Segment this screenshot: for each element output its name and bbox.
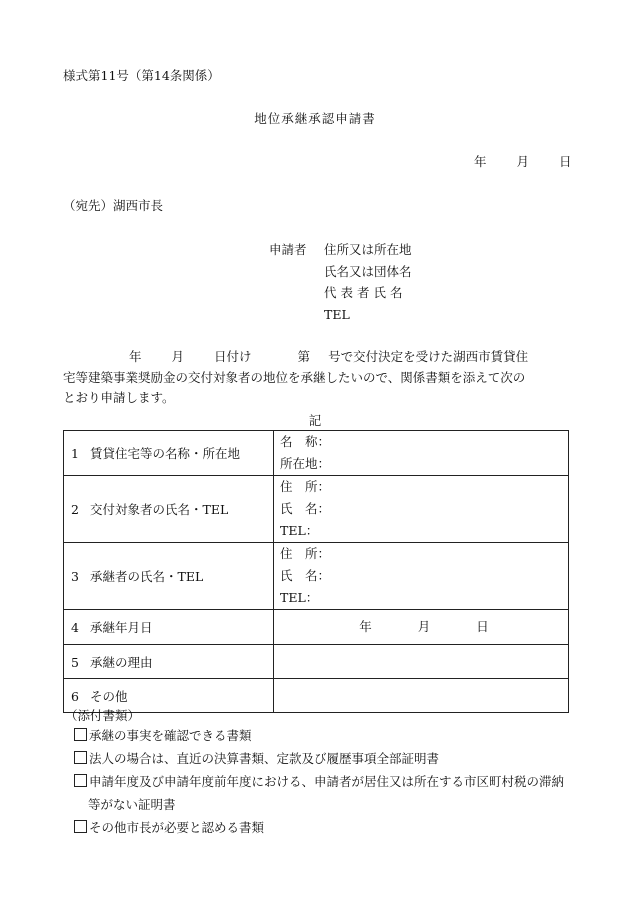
attachments-title: （添付書類）: [65, 708, 141, 723]
body-line3: とおり申請します。: [63, 390, 175, 405]
field-label: 氏 名：: [280, 501, 331, 516]
field-label: 名 称：: [280, 434, 331, 449]
list-item: 申請年度及び申請年度前年度における、申請者が居住又は所在する市区町村税の滞納等がない証明書: [74, 770, 574, 816]
row-value[interactable]: [274, 476, 569, 543]
table-row: [64, 431, 569, 476]
row-label: 3 承継者の氏名・TEL: [64, 543, 274, 610]
applicant-role: 申請者: [269, 242, 307, 257]
checkbox[interactable]: [74, 774, 87, 787]
body-dai: 第: [297, 349, 311, 364]
row-label: 6 その他: [64, 679, 274, 713]
list-item: 承継の事実を確認できる書類: [74, 724, 574, 747]
applicant-representative-label: 代表者氏名: [324, 285, 407, 300]
body-line1-tail: 号で交付決定を受けた湖西市賃貸住: [328, 349, 529, 364]
checkbox[interactable]: [74, 728, 87, 741]
form-number: 様式第11号（第14条関係）: [63, 68, 220, 83]
date-month: 月: [516, 154, 530, 169]
ki-marker: 記: [308, 413, 322, 428]
other-cell[interactable]: [274, 679, 569, 713]
field-label: TEL：: [280, 523, 319, 538]
date-year: 年: [359, 619, 372, 634]
field-label: 住 所：: [280, 479, 331, 494]
date-day: 日: [559, 154, 572, 169]
checkbox[interactable]: [74, 820, 87, 833]
applicant-address-label: 住所又は所在地: [324, 242, 412, 257]
field-label: 氏 名：: [280, 568, 331, 583]
application-date: [474, 152, 572, 170]
checkbox[interactable]: [74, 751, 87, 764]
row-label: 2 交付対象者の氏名・TEL: [64, 476, 274, 543]
field-label: TEL：: [280, 590, 319, 605]
date-day: 日: [476, 619, 489, 634]
body-month: 月: [171, 349, 185, 364]
list-item: 法人の場合は、直近の決算書類、定款及び履歴事項全部証明書: [74, 747, 574, 770]
row-label: 4 承継年月日: [64, 610, 274, 645]
request-body: [63, 347, 569, 409]
attachments-list: [74, 724, 574, 839]
table-row: [64, 645, 569, 679]
succession-date-cell[interactable]: [274, 610, 569, 645]
reason-cell[interactable]: [274, 645, 569, 679]
date-year: 年: [474, 154, 487, 169]
application-table: [63, 430, 569, 713]
applicant-tel-label: TEL: [324, 306, 350, 322]
row-label: 5 承継の理由: [64, 645, 274, 679]
body-line2: 宅等建築事業奨励金の交付対象者の地位を承継したいので、関係書類を添えて次の: [63, 369, 526, 385]
applicant-block: [269, 239, 420, 325]
field-label: 所在地：: [280, 456, 331, 471]
row-label: 1 賃貸住宅等の名称・所在地: [64, 431, 274, 476]
table-row: [64, 543, 569, 610]
row-value[interactable]: [274, 431, 569, 476]
applicant-name-label: 氏名又は団体名: [324, 263, 412, 279]
table-row: [64, 610, 569, 645]
body-year: 年: [129, 349, 142, 364]
body-day-dated: 日付け: [214, 349, 252, 364]
document-title: 地位承継承認申請書: [254, 111, 376, 126]
table-row: [64, 476, 569, 543]
field-label: 住 所：: [280, 546, 331, 561]
row-value[interactable]: [274, 543, 569, 610]
addressee: （宛先）湖西市長: [63, 198, 164, 213]
list-item: その他市長が必要と認める書類: [74, 816, 574, 839]
date-month: 月: [417, 619, 431, 634]
